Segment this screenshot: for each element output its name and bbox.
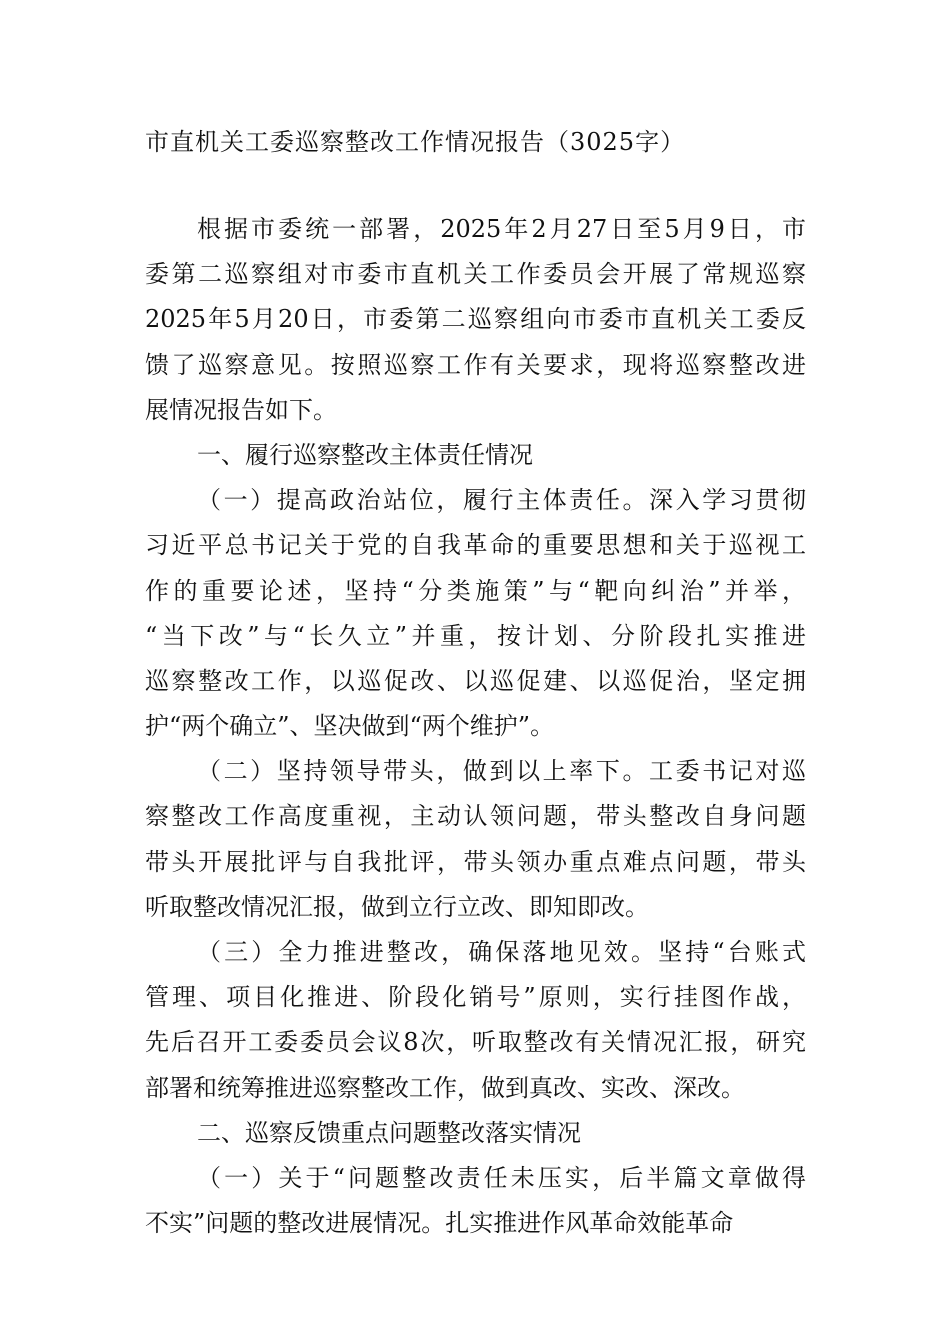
paragraph-line: 根据市委统一部署，2025年2月27日至5月9日，市	[197, 215, 806, 243]
paragraph-line: （一）关于“问题整改责任未压实，后半篇文章做得	[197, 1163, 806, 1192]
paragraph-line: 作的重要论述，坚持“分类施策”与“靶向纠治”并举，	[145, 576, 806, 605]
paragraph-line: 2025年5月20日，市委第二巡察组向市委市直机关工委反	[145, 305, 806, 334]
paragraph-line: 带头开展批评与自我批评，带头领办重点难点问题，带头	[145, 847, 806, 876]
paragraph-line: 护“两个确立”、坚决做到“两个维护”。	[145, 712, 555, 741]
section-heading: 二、巡察反馈重点问题整改落实情况	[197, 1118, 581, 1147]
section-heading: 一、履行巡察整改主体责任情况	[197, 440, 533, 469]
paragraph-line: 管理、项目化推进、阶段化销号”原则，实行挂图作战，	[145, 983, 806, 1012]
paragraph-line: 不实”问题的整改进展情况。扎实推进作风革命效能革命	[145, 1209, 734, 1238]
document-body	[145, 207, 806, 1246]
document-title: 市直机关工委巡察整改工作情况报告（3025字）	[145, 128, 686, 156]
paragraph-line: 习近平总书记关于党的自我革命的重要思想和关于巡视工	[145, 531, 806, 560]
paragraph-line: （三）全力推进整改，确保落地见效。坚持“台账式	[197, 938, 806, 966]
paragraph-line: （一）提高政治站位，履行主体责任。深入学习贯彻	[197, 486, 806, 515]
paragraph-line: （二）坚持领导带头，做到以上率下。工委书记对巡	[197, 757, 806, 786]
paragraph-line: 展情况报告如下。	[145, 395, 337, 424]
paragraph-line: “当下改”与“长久立”并重，按计划、分阶段扎实推进	[145, 621, 806, 650]
paragraph-line: 听取整改情况汇报，做到立行立改、即知即改。	[145, 892, 649, 921]
paragraph-line: 部署和统筹推进巡察整改工作，做到真改、实改、深改。	[145, 1073, 745, 1102]
paragraph-line: 馈了巡察意见。按照巡察工作有关要求，现将巡察整改进	[145, 350, 806, 379]
paragraph-line: 委第二巡察组对市委市直机关工作委员会开展了常规巡察	[145, 260, 806, 289]
paragraph-line: 先后召开工委委员会议8次，听取整改有关情况汇报，研究	[145, 1028, 806, 1057]
paragraph-line: 巡察整改工作，以巡促改、以巡促建、以巡促治，坚定拥	[145, 666, 806, 695]
paragraph-line: 察整改工作高度重视，主动认领问题，带头整改自身问题	[145, 802, 806, 831]
